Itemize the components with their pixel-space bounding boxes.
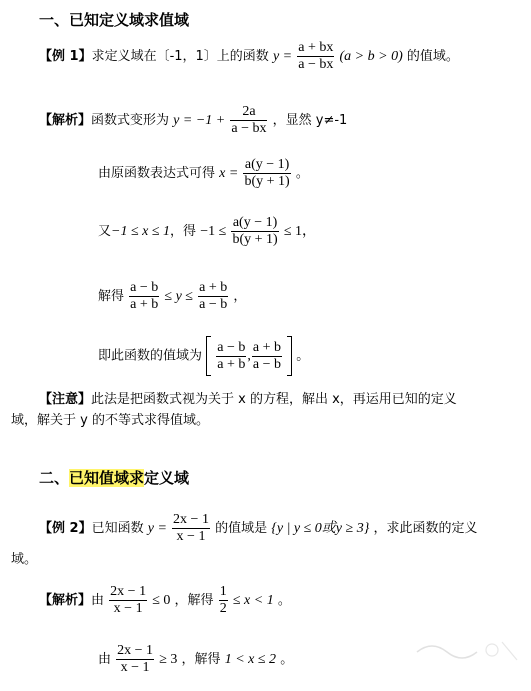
solution-2-you-2: 由 bbox=[98, 652, 112, 667]
line-3-left: −1 ≤ bbox=[200, 224, 227, 239]
line-2-x: x = bbox=[219, 166, 239, 181]
example-1-condition: (a > b > 0) bbox=[339, 49, 403, 64]
fraction-numerator: 2x − 1 bbox=[117, 643, 154, 658]
line-4-fraction-2 bbox=[198, 280, 228, 313]
line-4-end: ， bbox=[233, 289, 247, 304]
example-2-text-b: 的值域是 bbox=[215, 521, 268, 536]
solution-2-line-2 bbox=[98, 643, 293, 676]
fraction-numerator: a + bx bbox=[298, 40, 334, 55]
fraction-numerator: a(y − 1) bbox=[232, 215, 278, 230]
section-2-highlight: 已知值域求 bbox=[69, 469, 145, 487]
example-1-tail: 的值域。 bbox=[406, 49, 459, 64]
fraction-denominator: a − b bbox=[199, 297, 228, 312]
fraction-numerator: 1 bbox=[219, 584, 227, 599]
section-2-suffix: 定义域 bbox=[144, 469, 190, 487]
note-label: 【注意】 bbox=[39, 392, 92, 407]
section-1-title: 一、已知定义域求值域 bbox=[39, 11, 190, 29]
fraction-denominator: a − b bbox=[252, 356, 282, 372]
fraction-numerator: a(y − 1) bbox=[244, 157, 290, 172]
solution-1-fraction bbox=[230, 104, 267, 137]
fraction-denominator: a − bx bbox=[231, 121, 267, 136]
line-5-text: 即此函数的值域为 bbox=[98, 348, 203, 364]
line-3-text-b: ，得 bbox=[170, 224, 197, 239]
fraction-denominator: x − 1 bbox=[120, 660, 150, 675]
solution-2-end-c: 。 bbox=[280, 652, 294, 667]
line-4-text: 解得 bbox=[98, 289, 125, 304]
solution-2-rel-b: ≤ x < 1 bbox=[232, 593, 274, 608]
solution-2-you: 由 bbox=[91, 593, 105, 608]
example-2-line-2: 域。 bbox=[11, 552, 38, 567]
fraction-denominator: a + b bbox=[130, 297, 159, 312]
example-2-set: {y | y ≤ 0或y ≥ 3} bbox=[271, 521, 370, 536]
solution-1-line-2 bbox=[98, 157, 309, 190]
solution-2-label: 【解析】 bbox=[39, 593, 92, 608]
fraction-denominator: b(y + 1) bbox=[232, 232, 278, 247]
note-line-2: 域，解关于 y 的不等式求得值域。 bbox=[11, 413, 209, 428]
note-text-a: 此法是把函数式视为关于 x 的方程，解出 x，再运用已知的定义 bbox=[91, 392, 457, 407]
line-3-text: 又 bbox=[98, 224, 112, 239]
example-2-y: y = bbox=[147, 521, 167, 536]
solution-2-end-a: 。 bbox=[277, 593, 291, 608]
fraction-denominator: b(y + 1) bbox=[244, 174, 290, 189]
example-2-line-1 bbox=[39, 512, 477, 545]
fraction-numerator: a + b bbox=[199, 280, 228, 295]
solution-1-line-5: 即此函数的值域为 $\frac{a - b}{a + b}$ , $\frac{a + b}{a - b}$ 。 bbox=[98, 336, 309, 376]
section-2-prefix: 二、 bbox=[39, 469, 70, 487]
note-line-1 bbox=[39, 388, 457, 407]
fraction-denominator: a − bx bbox=[298, 57, 334, 72]
example-2-text: 已知函数 bbox=[91, 521, 144, 536]
fraction-numerator: a + b bbox=[252, 339, 282, 355]
example-1-y: y = bbox=[272, 49, 293, 64]
fraction-denominator: x − 1 bbox=[176, 529, 206, 544]
line-5-end: 。 bbox=[296, 348, 310, 364]
solution-1-line-3 bbox=[98, 215, 316, 248]
example-1-label: 【例 1】 bbox=[39, 49, 92, 64]
line-2-end: 。 bbox=[295, 166, 309, 181]
solution-2-fraction-b bbox=[219, 584, 228, 617]
right-bracket bbox=[287, 336, 292, 376]
line-3-inequality: −1 ≤ x ≤ 1 bbox=[111, 224, 171, 239]
example-2-text-c: ，求此函数的定义 bbox=[373, 521, 478, 536]
solution-1-text: 函数式变形为 bbox=[91, 113, 170, 128]
fraction-numerator: a − b bbox=[130, 280, 159, 295]
solution-2-fraction-a bbox=[109, 584, 147, 617]
solution-2-rel-c: ≥ 3 bbox=[159, 652, 178, 667]
example-2-fraction bbox=[172, 512, 210, 545]
solution-1-tail: ，显然 y≠-1 bbox=[272, 113, 348, 128]
solution-1-label: 【解析】 bbox=[39, 113, 92, 128]
solution-2-mid-a: ，解得 bbox=[174, 593, 214, 608]
fraction-numerator: 2x − 1 bbox=[173, 512, 209, 527]
section-2-title bbox=[39, 467, 189, 488]
line-3-right: ≤ 1， bbox=[283, 224, 316, 239]
line-2-text: 由原函数表达式可得 bbox=[98, 166, 216, 181]
line-3-fraction bbox=[231, 215, 278, 248]
solution-2-fraction-c bbox=[116, 643, 154, 676]
line-5-fraction-1 bbox=[216, 340, 246, 373]
fraction-denominator: x − 1 bbox=[113, 601, 143, 616]
fraction-denominator: a + b bbox=[217, 356, 246, 372]
example-2-label: 【例 2】 bbox=[39, 521, 92, 536]
line-5-fraction-2 bbox=[252, 340, 282, 373]
example-1-text: 求定义域在〔-1，1〕上的函数 bbox=[91, 49, 269, 64]
solution-1-y-expr: y = −1 + bbox=[173, 113, 226, 128]
solution-2-result: 1 < x ≤ 2 bbox=[224, 652, 277, 667]
solution-2-line-1 bbox=[39, 584, 291, 617]
solution-2-mid-c: ，解得 bbox=[181, 652, 221, 667]
fraction-denominator: 2 bbox=[219, 601, 227, 616]
fraction-numerator: a − b bbox=[217, 339, 246, 355]
solution-1-line-1 bbox=[39, 104, 347, 137]
example-1 bbox=[39, 40, 459, 73]
watermark-logo bbox=[412, 632, 522, 672]
solution-1-line-4 bbox=[98, 280, 246, 313]
left-bracket bbox=[206, 336, 211, 376]
example-1-fraction bbox=[297, 40, 334, 73]
line-4-fraction-1 bbox=[129, 280, 159, 313]
line-2-fraction bbox=[243, 157, 290, 190]
solution-2-rel-a: ≤ 0 bbox=[152, 593, 171, 608]
line-4-middle: ≤ y ≤ bbox=[164, 289, 193, 304]
fraction-numerator: 2a bbox=[230, 104, 267, 121]
fraction-numerator: 2x − 1 bbox=[110, 584, 147, 599]
